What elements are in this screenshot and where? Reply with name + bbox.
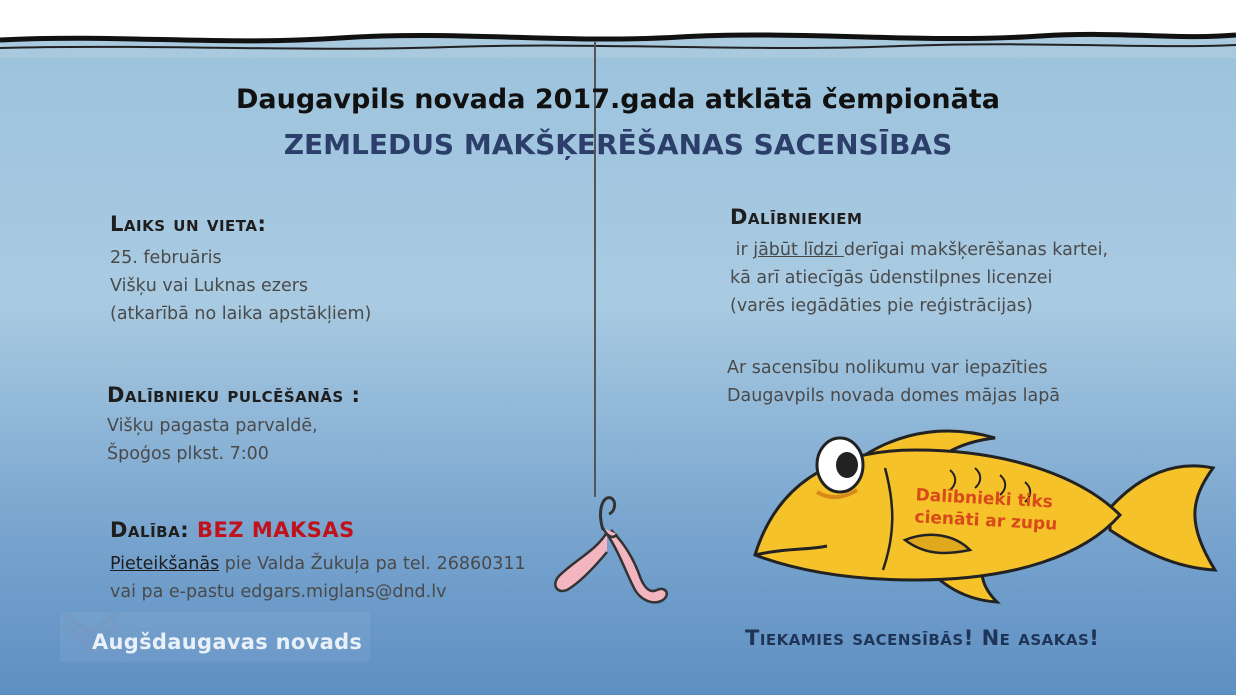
worm-icon (545, 490, 680, 625)
registration-phone: pie Valda Žukuļa pa tel. 26860311 (219, 554, 526, 574)
location-text: Višķu vai Luknas ezers (110, 276, 309, 296)
participants-pre: ir (735, 240, 754, 260)
participants-details (730, 236, 1108, 320)
participants-post: derīgai makšķerēšanas kartei, (843, 240, 1109, 260)
page-subtitle: ZEMLEDUS MAKŠĶERĒŠANAS SACENSĪBAS (283, 128, 953, 161)
registration-details (110, 550, 526, 606)
footer-slogan: Tiekamies sacensībās! Ne asakas! (745, 626, 1100, 650)
weather-note: (atkarībā no laika apstākļiem) (110, 304, 372, 324)
registration-link[interactable]: Pieteikšanās (110, 554, 220, 574)
fee-badge: BEZ MAKSAS (196, 518, 355, 542)
gathering-place: Višķu pagasta parvaldē, (107, 416, 318, 436)
page-title: Daugavpils novada 2017.gada atklātā čempionāta (236, 84, 1000, 115)
rules-line1: Ar sacensību nolikumu var iepazīties (727, 358, 1048, 378)
participants-line3: (varēs iegādāties pie reģistrācijas) (730, 296, 1033, 316)
participation-heading (110, 518, 355, 542)
registration-email: vai pa e-pastu edgars.miglans@dnd.lv (110, 582, 447, 602)
gathering-heading: Dalībnieku pulcēšanās : (107, 383, 361, 407)
participants-line2: kā arī atiecīgās ūdenstilpnes licenzei (730, 268, 1053, 288)
participants-underlined: jābūt līdzi (753, 240, 844, 260)
logo-text: Augšdaugavas novads (92, 630, 363, 654)
date-text: 25. februāris (110, 248, 222, 268)
gathering-time: Špoģos plkst. 7:00 (107, 444, 269, 464)
rules-text (727, 354, 1060, 410)
gathering-details (107, 412, 318, 468)
time-place-details (110, 244, 371, 328)
ice-surface (0, 0, 1236, 58)
time-place-heading: Laiks un vieta: (110, 212, 267, 236)
participation-label: Dalība: (110, 518, 190, 542)
fish-caption-line2: cienāti ar zupu (913, 507, 1058, 535)
rules-line2: Daugavpils novada domes mājas lapā (727, 386, 1061, 406)
participants-heading: Dalībniekiem (730, 205, 863, 229)
fish-caption (914, 484, 1059, 535)
fish-caption-line1: Dalībnieki tiks (915, 485, 1054, 513)
